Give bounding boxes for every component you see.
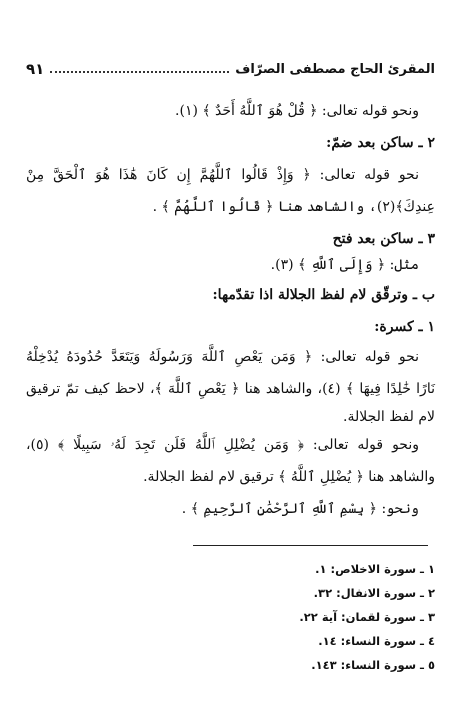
section-heading-1-kasra: ١ ـ كسرة: [374, 319, 435, 335]
running-header [26, 58, 435, 80]
text-line-1: ونحو قوله تعالى: ﴿ قُلْ هُوَ ٱللَّهُ أَحَدٌ ﴾ (١). [175, 103, 419, 119]
footnote-3: ٣ ـ سورة لقمان: آية ٢٢. [299, 610, 435, 624]
text-line-4: عِندِكَ﴾(٢)، والشاهد هنا ﴿ قَالُوا ٱللَّهُمَّ ﴾ . [152, 199, 435, 215]
text-line-13: والشاهد هنا ﴿ يُضْلِلِ ٱللَّهُ ﴾ ترقيق لام لفظ الجلالة. [143, 469, 435, 485]
section-heading-3: ٣ ـ ساكن بعد فتح [332, 231, 435, 247]
footnote-1: ١ ـ سورة الاخلاص: ١. [315, 562, 435, 576]
text-line-12: ونحو قوله تعالى: ﴿ وَمَن يُضْلِلِ ٱللَّهُ فَلَن تَجِدَ لَهُۥ سَبِيلًا ﴾ (٥)، [26, 437, 419, 453]
text-line-11: لام لفظ الجلالة. [343, 409, 435, 425]
text-line-14: ونحو: ﴿ بِسْمِ ٱللَّهِ ٱلرَّحْمَٰنِ ٱلرَّحِيمِ ﴾ . [181, 501, 419, 517]
footnote-5: ٥ ـ سورة النساء: ١٤٣. [311, 658, 435, 672]
footnote-4: ٤ ـ سورة النساء: ١٤. [318, 634, 435, 648]
text-line-6: مثل: ﴿ وَإِلَى ٱللَّهِ ﴾ (٣). [270, 257, 419, 273]
footnote-2: ٢ ـ سورة الانفال: ٣٢. [313, 586, 435, 600]
section-heading-2: ٢ ـ ساكن بعد ضمّ: [326, 135, 435, 151]
page-number: ٩١ [26, 60, 45, 78]
section-heading-b: ب ـ وترقّق لام لفظ الجلالة اذا تقدّمها: [212, 287, 435, 303]
header-dot-leader [50, 71, 229, 73]
footnote-separator [193, 545, 428, 546]
header-title: المقرئ الحاج مصطفى الصرّاف [235, 61, 435, 77]
text-line-9: نحو قوله تعالى: ﴿ وَمَن يَعْصِ ٱللَّهَ وَرَسُولَهُ وَيَتَعَدَّ حُدُودَهُ يُدْخِلْهُ [26, 349, 419, 365]
text-line-3: نحو قوله تعالى: ﴿ وَإِذْ قَالُوا ٱللَّهُمَّ إِن كَانَ هَٰذَا هُوَ ٱلْحَقَّ مِنْ [26, 167, 419, 183]
text-line-10: نَارًا خَٰلِدًا فِيهَا ﴾ (٤)، والشاهد هنا ﴿ يَعْصِ ٱللَّهَ ﴾، لاحظ كيف تمّ ترقيق [26, 381, 435, 397]
